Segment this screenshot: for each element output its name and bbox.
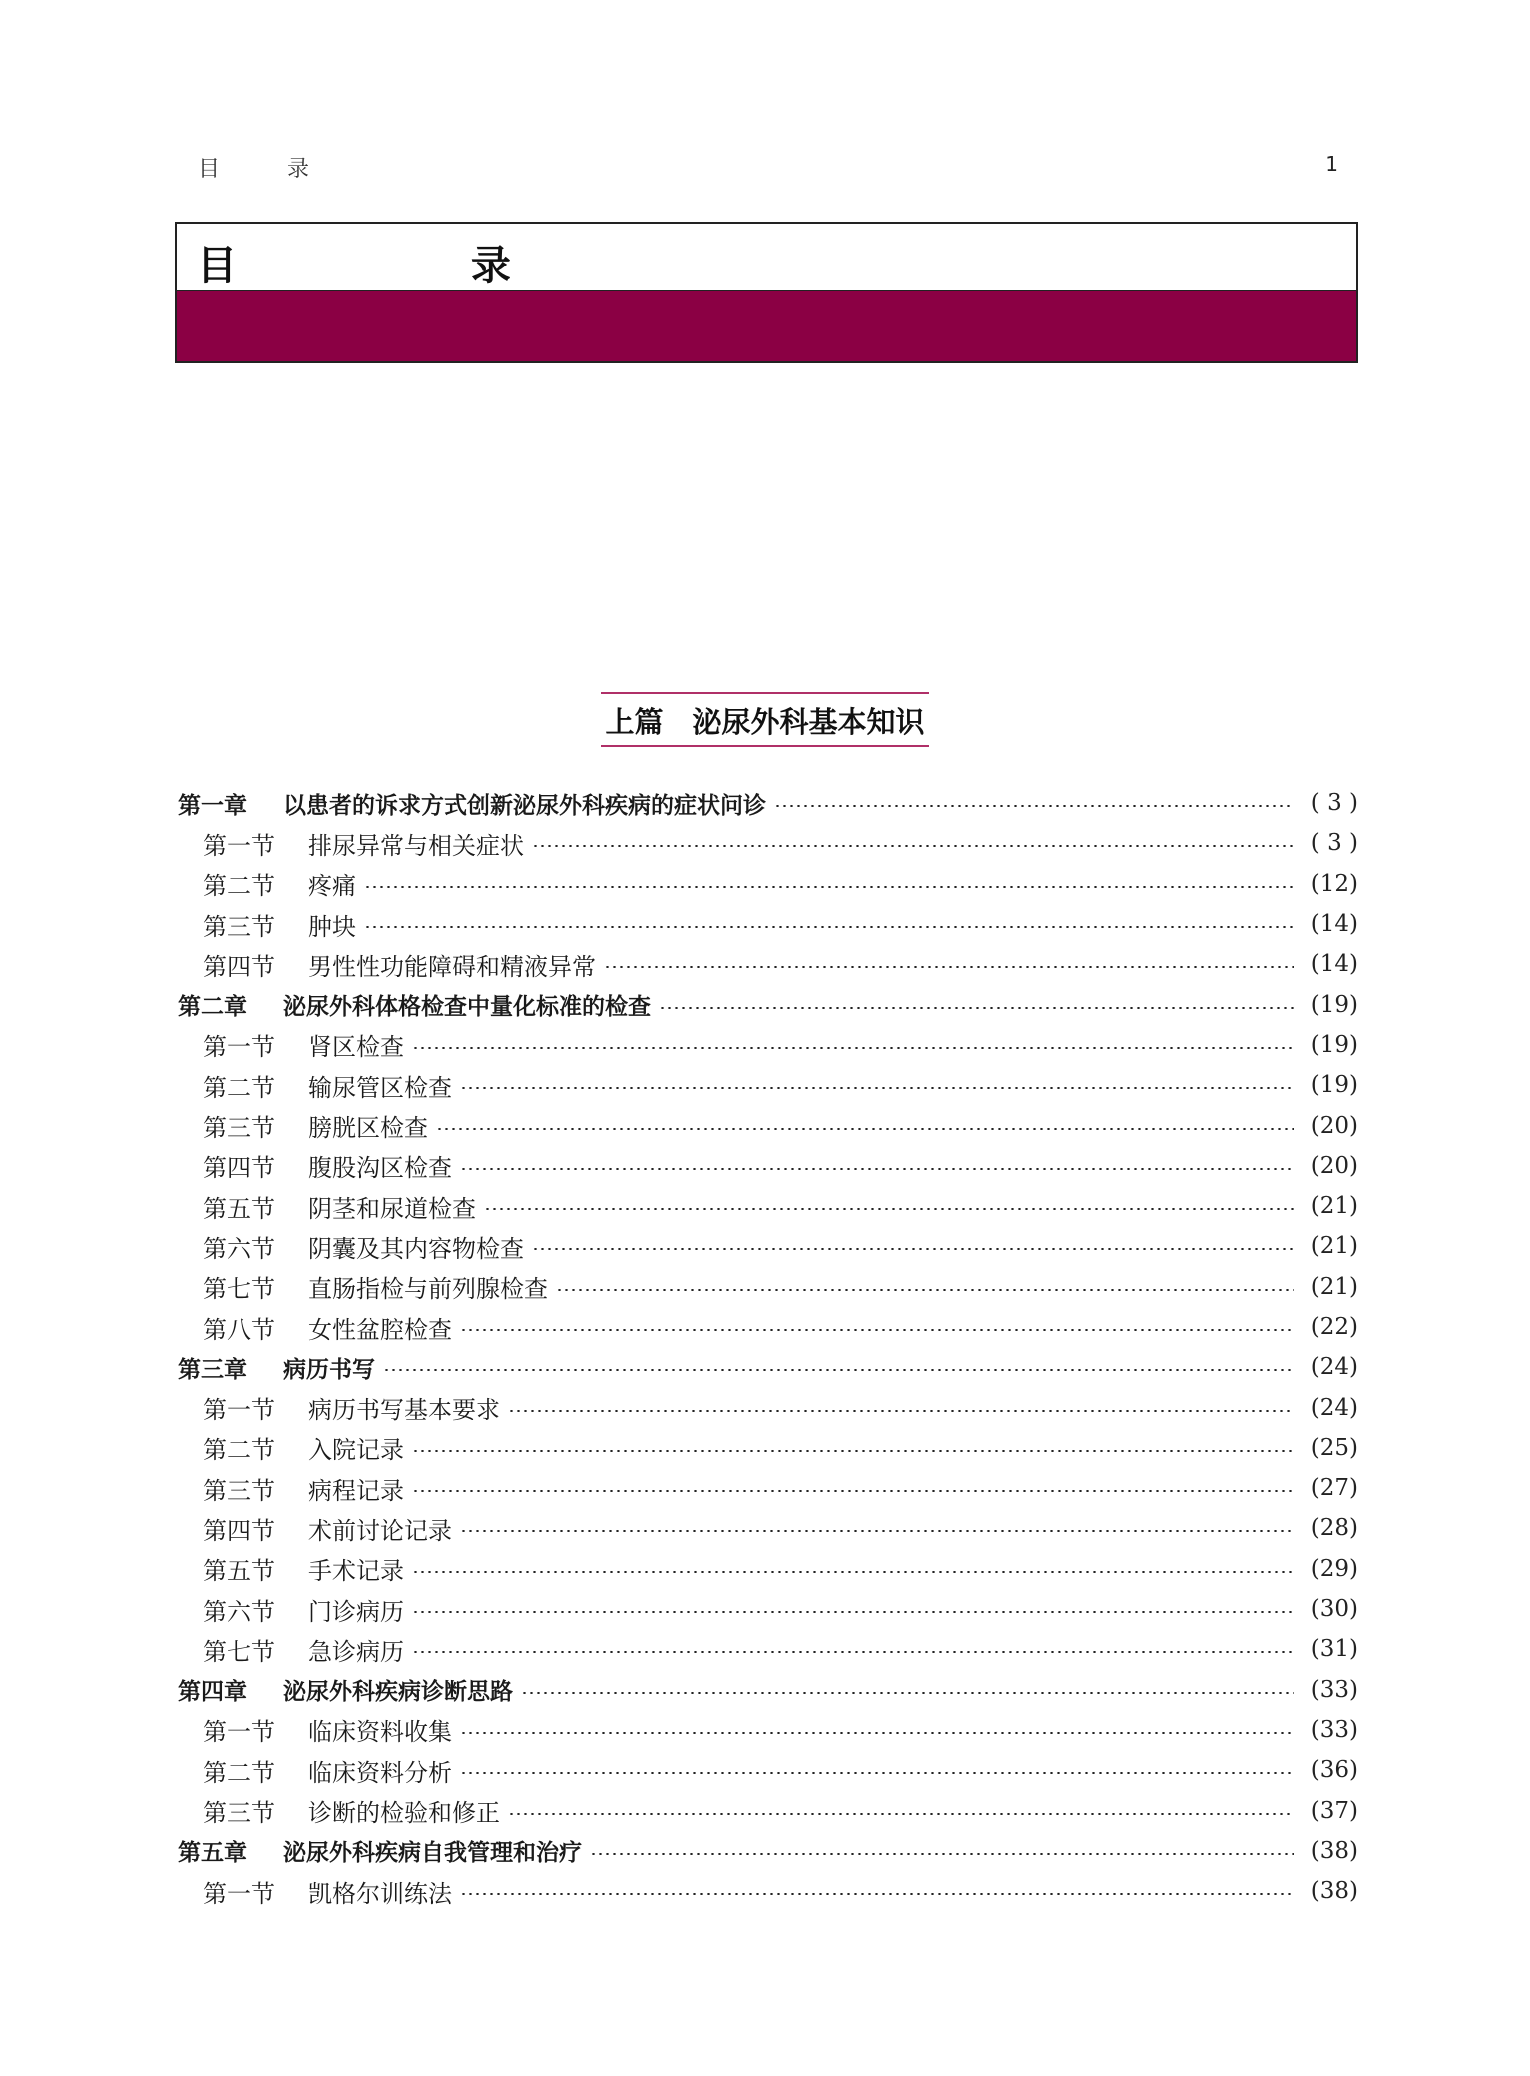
toc-entry-title: 诊断的检验和修正 — [308, 1799, 500, 1828]
toc-entry-title: 输尿管区检查 — [308, 1073, 452, 1102]
toc-entry-title: 阴囊及其内容物检查 — [308, 1234, 524, 1263]
toc-entry-page: (19) — [1310, 991, 1358, 1018]
toc-entry-number: 第二章 — [178, 994, 247, 1021]
toc-dot-leader — [460, 1772, 1294, 1774]
toc-entry-title: 阴茎和尿道检查 — [308, 1194, 476, 1223]
toc-chapter-entry[interactable] — [178, 1347, 1358, 1387]
toc-entry-page: (31) — [1310, 1636, 1358, 1663]
toc-entry-page: (20) — [1310, 1152, 1358, 1179]
toc-section-entry[interactable] — [178, 1387, 1358, 1427]
toc-entry-title: 直肠指检与前列腺检查 — [308, 1275, 548, 1304]
toc-entry-title: 急诊病历 — [308, 1637, 404, 1666]
toc-entry-page: (12) — [1310, 870, 1358, 897]
toc-chapter-entry[interactable] — [178, 783, 1358, 823]
part-title: 上篇 泌尿外科基本知识 — [601, 692, 928, 747]
toc-dot-leader — [412, 1651, 1294, 1653]
toc-entry-page: (29) — [1310, 1555, 1358, 1582]
toc-entry-number: 第一节 — [203, 1396, 275, 1425]
toc-section-entry[interactable] — [178, 1267, 1358, 1307]
toc-chapter-entry[interactable] — [178, 1831, 1358, 1871]
page-number: 1 — [1325, 152, 1338, 176]
toc-entry-number: 第三节 — [203, 912, 275, 941]
toc-entry-title: 肾区检查 — [308, 1033, 404, 1062]
toc-dot-leader — [412, 1571, 1294, 1573]
toc-entry-page: (19) — [1310, 1031, 1358, 1058]
toc-entry-number: 第五节 — [203, 1557, 275, 1586]
toc-entry-title: 凯格尔训练法 — [308, 1879, 452, 1908]
toc-title: 目 录 — [197, 243, 621, 289]
toc-entry-number: 第六节 — [203, 1234, 275, 1263]
toc-section-entry[interactable] — [178, 823, 1358, 863]
toc-entry-number: 第七节 — [203, 1637, 275, 1666]
toc-dot-leader — [460, 1893, 1294, 1895]
toc-entry-number: 第五章 — [178, 1840, 247, 1867]
toc-entry-page: (25) — [1310, 1434, 1358, 1461]
toc-dot-leader — [532, 1248, 1294, 1250]
toc-entry-title: 泌尿外科疾病自我管理和治疗 — [283, 1840, 582, 1867]
toc-entry-page: (28) — [1310, 1515, 1358, 1542]
toc-entry-number: 第八节 — [203, 1315, 275, 1344]
title-accent-band — [177, 290, 1356, 361]
toc-section-entry[interactable] — [178, 1468, 1358, 1508]
toc-entry-title: 腹股沟区检查 — [308, 1154, 452, 1183]
toc-dot-leader — [532, 845, 1294, 847]
toc-entry-title: 临床资料分析 — [308, 1758, 452, 1787]
toc-dot-leader — [590, 1853, 1294, 1855]
toc-entry-number: 第五节 — [203, 1194, 275, 1223]
toc-entry-title: 泌尿外科体格检查中量化标准的检查 — [283, 994, 651, 1021]
toc-entry-page: (21) — [1310, 1193, 1358, 1220]
toc-entry-title: 临床资料收集 — [308, 1718, 452, 1747]
toc-entry-title: 膀胱区检查 — [308, 1114, 428, 1143]
toc-entry-number: 第四节 — [203, 1516, 275, 1545]
toc-entry-title: 疼痛 — [308, 872, 356, 901]
toc-entry-number: 第三节 — [203, 1799, 275, 1828]
part-heading — [0, 692, 1530, 747]
toc-entry-number: 第二节 — [203, 1073, 275, 1102]
toc-dot-leader — [364, 926, 1294, 928]
toc-dot-leader — [508, 1813, 1294, 1815]
toc-entry-title: 术前讨论记录 — [308, 1516, 452, 1545]
toc-dot-leader — [383, 1369, 1294, 1371]
toc-entry-title: 病历书写基本要求 — [308, 1396, 500, 1425]
toc-entry-number: 第一节 — [203, 1718, 275, 1747]
toc-section-entry[interactable] — [178, 1790, 1358, 1830]
toc-dot-leader — [484, 1208, 1294, 1210]
toc-entry-title: 手术记录 — [308, 1557, 404, 1586]
toc-dot-leader — [412, 1490, 1294, 1492]
toc-section-entry[interactable] — [178, 1629, 1358, 1669]
toc-section-entry[interactable] — [178, 904, 1358, 944]
toc-entry-page: ( 3 ) — [1310, 830, 1358, 857]
toc-dot-leader — [364, 886, 1294, 888]
toc-entry-title: 以患者的诉求方式创新泌尿外科疾病的症状问诊 — [283, 792, 766, 819]
toc-entry-number: 第二节 — [203, 1436, 275, 1465]
toc-section-entry[interactable] — [178, 1871, 1358, 1911]
toc-entry-page: (37) — [1310, 1797, 1358, 1824]
toc-section-entry[interactable] — [178, 1186, 1358, 1226]
toc-section-entry[interactable] — [178, 944, 1358, 984]
toc-entry-page: (38) — [1310, 1878, 1358, 1905]
toc-entry-number: 第三章 — [178, 1356, 247, 1383]
toc-entry-page: (30) — [1310, 1596, 1358, 1623]
toc-section-entry[interactable] — [178, 1549, 1358, 1589]
toc-entry-title: 病历书写 — [283, 1356, 375, 1383]
toc-dot-leader — [460, 1168, 1294, 1170]
toc-entry-title: 泌尿外科疾病诊断思路 — [283, 1679, 513, 1706]
toc-entry-page: (27) — [1310, 1475, 1358, 1502]
toc-dot-leader — [604, 966, 1294, 968]
toc-entry-number: 第二节 — [203, 1758, 275, 1787]
toc-dot-leader — [412, 1611, 1294, 1613]
toc-entry-page: (24) — [1310, 1354, 1358, 1381]
toc-section-entry[interactable] — [178, 864, 1358, 904]
toc-entry-title: 女性盆腔检查 — [308, 1315, 452, 1344]
toc-entry-page: (21) — [1310, 1273, 1358, 1300]
running-header — [198, 152, 1338, 188]
toc-entry-title: 排尿异常与相关症状 — [308, 831, 524, 860]
toc-entry-page: (36) — [1310, 1757, 1358, 1784]
toc-entry-number: 第七节 — [203, 1275, 275, 1304]
toc-dot-leader — [460, 1087, 1294, 1089]
toc-entry-page: (14) — [1310, 951, 1358, 978]
toc-dot-leader — [521, 1692, 1294, 1694]
toc-title-box — [175, 222, 1358, 363]
toc-dot-leader — [659, 1007, 1294, 1009]
toc-entry-page: ( 3 ) — [1310, 790, 1358, 817]
running-title: 目 录 — [198, 157, 339, 182]
toc-entry-title: 入院记录 — [308, 1436, 404, 1465]
toc-chapter-entry[interactable] — [178, 984, 1358, 1024]
toc-section-entry[interactable] — [178, 1589, 1358, 1629]
toc-section-entry[interactable] — [178, 1307, 1358, 1347]
toc-dot-leader — [436, 1128, 1294, 1130]
toc-entry-number: 第一节 — [203, 831, 275, 860]
toc-dot-leader — [412, 1047, 1294, 1049]
toc-entry-number: 第四节 — [203, 1154, 275, 1183]
toc-section-entry[interactable] — [178, 1146, 1358, 1186]
toc-entry-number: 第四章 — [178, 1679, 247, 1706]
toc-entry-number: 第二节 — [203, 872, 275, 901]
toc-dot-leader — [460, 1530, 1294, 1532]
toc-section-entry[interactable] — [178, 1750, 1358, 1790]
toc-entry-number: 第一节 — [203, 1033, 275, 1062]
toc-entry-number: 第四节 — [203, 952, 275, 981]
toc-chapter-entry[interactable] — [178, 1670, 1358, 1710]
toc-entry-page: (22) — [1310, 1314, 1358, 1340]
toc-entry-number: 第三节 — [203, 1114, 275, 1143]
toc-dot-leader — [508, 1410, 1294, 1412]
toc-entry-title: 门诊病历 — [308, 1597, 404, 1626]
toc-entry-title: 病程记录 — [308, 1476, 404, 1505]
toc-entry-number: 第一节 — [203, 1879, 275, 1908]
toc-section-entry[interactable] — [178, 1105, 1358, 1145]
toc-entry-page: (20) — [1310, 1112, 1358, 1139]
toc-entry-page: (33) — [1310, 1716, 1358, 1743]
toc-entry-page: (33) — [1310, 1676, 1358, 1703]
toc-entry-title: 男性性功能障碍和精液异常 — [308, 952, 596, 981]
toc-section-entry[interactable] — [178, 1226, 1358, 1266]
toc-entry-number: 第六节 — [203, 1597, 275, 1626]
toc-section-entry[interactable] — [178, 1428, 1358, 1468]
toc-section-entry[interactable] — [178, 1508, 1358, 1548]
toc-entry-page: (21) — [1310, 1233, 1358, 1260]
toc-entry-number: 第三节 — [203, 1476, 275, 1505]
toc-section-entry[interactable] — [178, 1065, 1358, 1105]
toc-dot-leader — [556, 1289, 1294, 1291]
toc-entry-page: (24) — [1310, 1394, 1358, 1421]
toc-dot-leader — [412, 1450, 1294, 1452]
toc-entry-number: 第一章 — [178, 792, 247, 819]
toc-dot-leader — [774, 805, 1294, 807]
toc-entry-page: (14) — [1310, 911, 1358, 938]
toc-entry-page: (38) — [1310, 1837, 1358, 1864]
toc-dot-leader — [460, 1329, 1294, 1331]
toc-entry-page: (19) — [1310, 1072, 1358, 1099]
toc-section-entry[interactable] — [178, 1710, 1358, 1750]
toc-entry-title: 肿块 — [308, 912, 356, 941]
toc-dot-leader — [460, 1732, 1294, 1734]
table-of-contents — [178, 783, 1358, 1911]
toc-section-entry[interactable] — [178, 1025, 1358, 1065]
